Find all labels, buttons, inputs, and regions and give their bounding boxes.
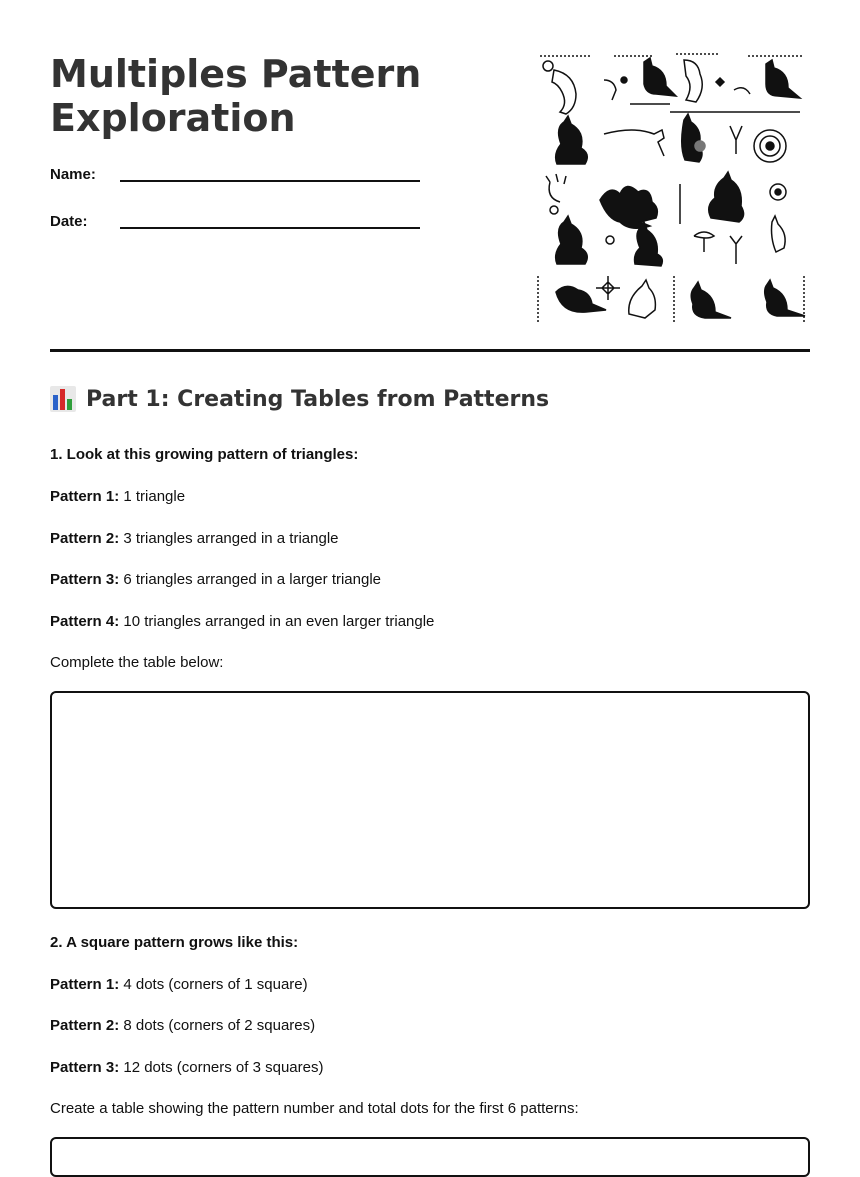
- question-2-prompt: 2. A square pattern grows like this:: [50, 934, 299, 951]
- q2-pattern-3: Pattern 3: 12 dots (corners of 3 squares): [50, 1059, 324, 1076]
- q2-pattern-1: Pattern 1: 4 dots (corners of 1 square): [50, 976, 308, 993]
- q2-pattern-2: Pattern 2: 8 dots (corners of 2 squares): [50, 1017, 316, 1034]
- question-1-prompt: 1. Look at this growing pattern of triangles:: [50, 446, 359, 463]
- q1-pattern-4: Pattern 4: 10 triangles arranged in an even larger triangle: [50, 613, 435, 630]
- part1-title: Part 1: Creating Tables from Patterns: [86, 386, 550, 412]
- bar-chart-icon: [50, 386, 76, 412]
- date-label: Date:: [50, 213, 88, 230]
- worksheet-header: [50, 0, 810, 352]
- q2-instruction: Create a table showing the pattern number and total dots for the first 6 patterns:: [50, 1100, 579, 1117]
- date-line[interactable]: [120, 227, 420, 229]
- name-field: [50, 166, 96, 183]
- q2-answer-box[interactable]: [50, 1137, 810, 1177]
- name-line[interactable]: [120, 180, 420, 182]
- q1-pattern-1: Pattern 1: 1 triangle: [50, 488, 186, 505]
- q1-pattern-2: Pattern 2: 3 triangles arranged in a triangle: [50, 530, 339, 547]
- name-label: Name:: [50, 166, 96, 183]
- kangaroo-pattern-illustration: [534, 50, 810, 328]
- q1-pattern-3: Pattern 3: 6 triangles arranged in a larger triangle: [50, 571, 382, 588]
- worksheet-page: [50, 0, 810, 1117]
- q1-answer-box[interactable]: [50, 691, 810, 909]
- q1-instruction: Complete the table below:: [50, 654, 224, 671]
- worksheet-title: Multiples Pattern Exploration: [50, 52, 422, 140]
- part1-heading: [50, 386, 549, 412]
- date-field: [50, 213, 88, 230]
